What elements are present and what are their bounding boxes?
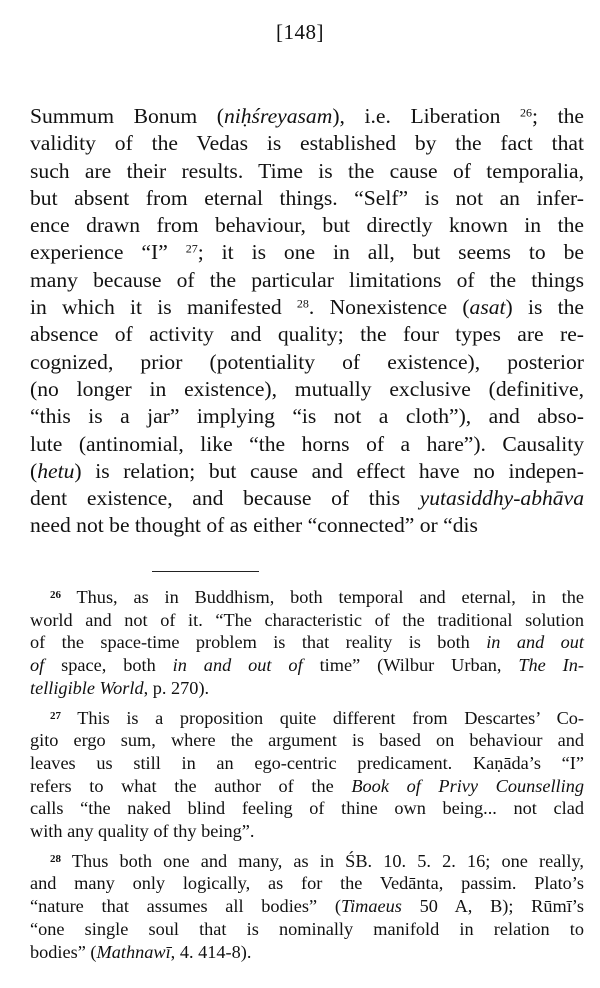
footnote-line: $^{26}$ Thus, as in Buddhism, both temporal and eternal, in the (50, 587, 584, 607)
main-text-line: validity of the Vedas is established by the fact that (30, 131, 584, 156)
footnote-line: telligible World, p. 270). (30, 677, 210, 698)
footnote-divider (152, 571, 259, 572)
footnote-line: bodies” (Mathnawī, 4. 414-8). (30, 941, 252, 962)
footnote-line: and many only logically, as for the Vedānta, passim. Plato’s (30, 873, 584, 894)
main-text-line: cognized, prior (potentiality of existence), posterior (30, 349, 584, 374)
footnote-line: refers to what the author of the Book of Privy Counselling (30, 775, 584, 796)
main-text-line: but absent from eternal things. “Self” is not an infer- (30, 185, 584, 210)
page-number: [148] (276, 20, 324, 44)
main-text-line: experience “I” $^{27}$; it is one in all, but seems to be (30, 240, 584, 265)
footnote-27 (30, 707, 584, 843)
footnote-28 (30, 850, 584, 964)
main-text-line: in which it is manifested $^{28}$. Nonexistence (asat) is the (30, 295, 584, 320)
footnote-line: gito ergo sum, where the argument is based on behaviour and (30, 730, 584, 751)
main-text-line: lute (antinomial, like “the horns of a hare”). Causality (30, 431, 584, 456)
footnote-line: calls “the naked blind feeling of thine own being... not clad (30, 798, 584, 819)
footnote-line: $^{27}$ This is a proposition quite different from Descartes’ Co- (50, 707, 584, 728)
footnotes (30, 586, 584, 970)
main-text-line: many because of the particular limitations of the things (30, 267, 584, 292)
main-text-line: ence drawn from behaviour, but directly known in the (30, 213, 584, 238)
main-text-line: dent existence, and because of this yutasiddhy-abhāva (30, 486, 584, 511)
footnote-line: with any quality of thy being”. (30, 821, 255, 842)
footnote-marker: 26 (50, 589, 61, 602)
main-text-line: such are their results. Time is the cause of temporalia, (30, 158, 584, 183)
main-text-line: Summum Bonum (niḥśreyasam), i.e. Liberation $^{26}$; the (30, 104, 585, 128)
footnote-line: “nature that assumes all bodies” (Timaeus 50 A, B); Rūmī’s (30, 896, 584, 917)
main-text-line: need not be thought of as either “connected” or “dis (30, 513, 478, 538)
footnote-line: “one single soul that is nominally manifold in relation to (30, 918, 584, 939)
footnote-line: leaves us still in an ego-centric predicament. Kaṇāda’s “I” (30, 752, 584, 773)
footnote-line: world and not of it. “The characteristic of the traditional solution (30, 609, 584, 630)
footnote-26 (30, 586, 584, 700)
main-text-line: “this is a jar” implying “is not a cloth”), and abso- (30, 404, 584, 429)
footnote-marker: 28 (50, 852, 61, 865)
main-text (30, 103, 584, 540)
footnote-line: of the space-time problem is that reality is both in and out (30, 632, 584, 653)
footnote-line: of space, both in and out of time” (Wilbur Urban, The In- (30, 655, 585, 676)
main-text-line: (no longer in existence), mutually exclusive (definitive, (30, 376, 584, 401)
main-text-line: (hetu) is relation; but cause and effect have no indepen- (30, 458, 584, 483)
main-text-line: absence of activity and quality; the four types are re- (30, 322, 584, 347)
footnote-line: $^{28}$ Thus both one and many, as in ŚB. 10. 5. 2. 16; one really, (50, 850, 584, 871)
footnote-marker: 27 (50, 709, 61, 722)
